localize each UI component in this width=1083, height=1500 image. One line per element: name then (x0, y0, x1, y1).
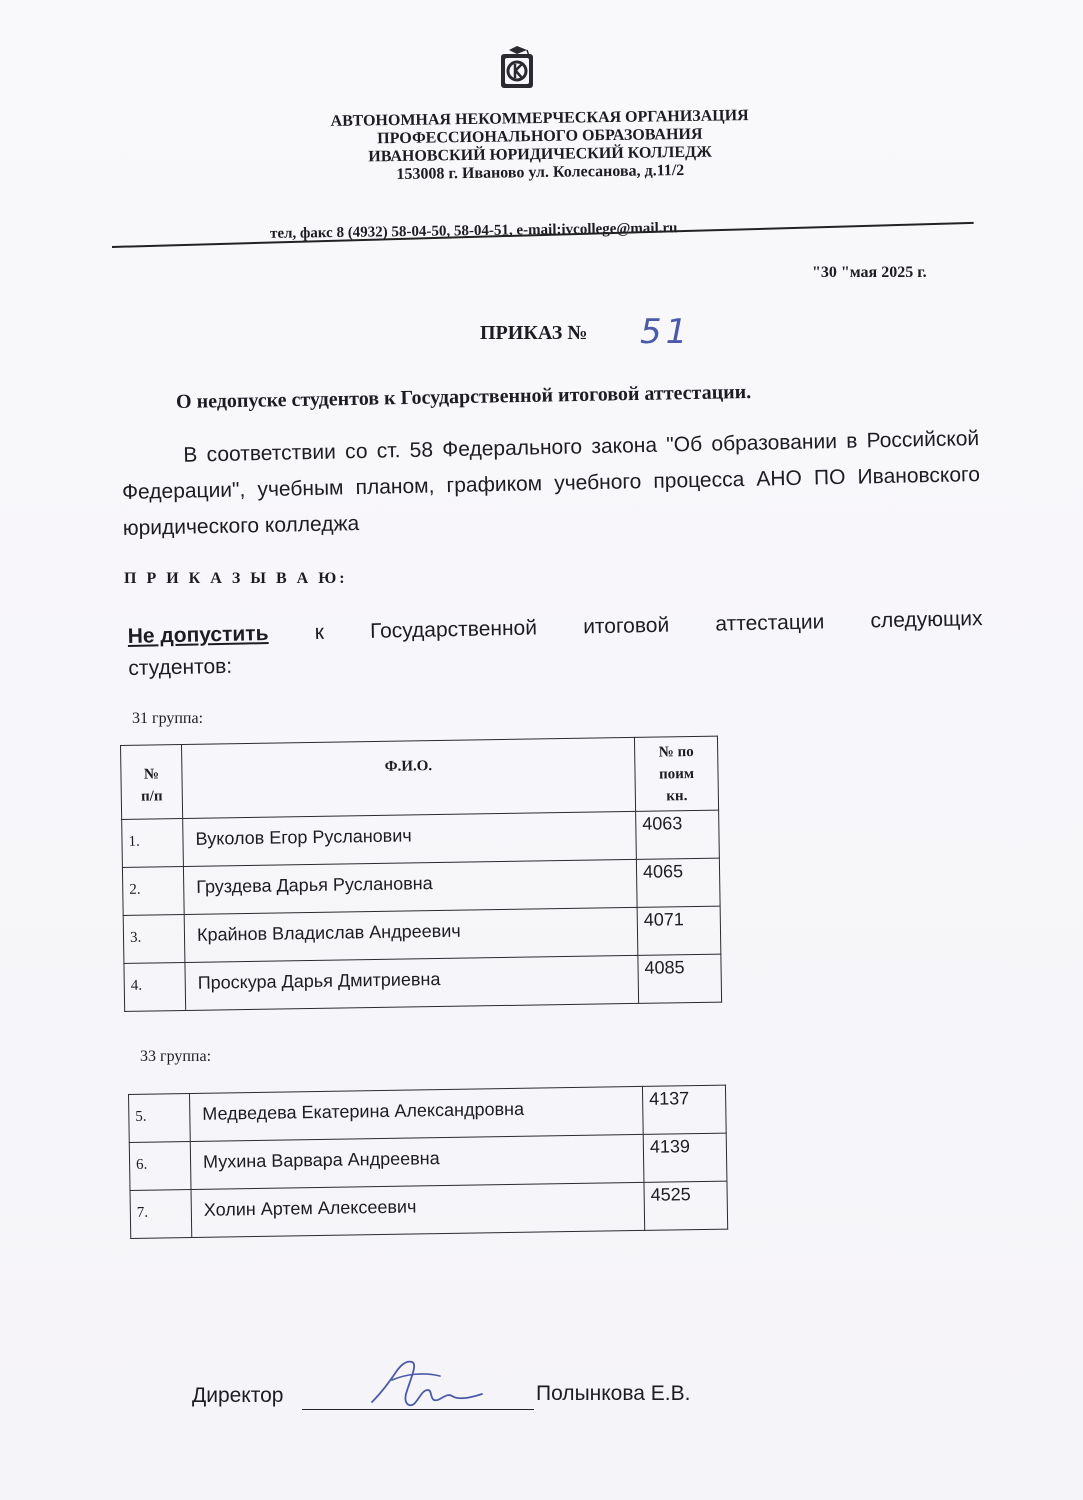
college-emblem-icon (497, 44, 537, 90)
ordering-heading: П Р И К А З Ы В А Ю: (124, 570, 348, 587)
row-num: 2. (122, 867, 184, 916)
column-header-book-line: кн. (666, 788, 688, 805)
column-header-num (121, 745, 183, 820)
row-book: 4137 (642, 1085, 726, 1134)
directive-word: аттестации (715, 610, 825, 636)
row-num: 4. (124, 963, 186, 1012)
column-header-num-line: № (143, 766, 160, 783)
organization-header (240, 106, 841, 186)
row-name: Холин Артем Алексеевич (191, 1182, 645, 1237)
row-book: 4525 (644, 1181, 728, 1230)
row-name: Крайнов Владислав Андреевич (184, 907, 638, 962)
group-label: 33 группа: (140, 1048, 212, 1065)
director-name: Полынкова Е.В. (536, 1382, 691, 1405)
column-header-book-line: поим (658, 765, 695, 783)
group-label: 31 группа: (132, 710, 204, 727)
document-date: "30 "мая 2025 г. (812, 264, 927, 281)
directive-word: итоговой (582, 613, 670, 639)
directive-lead: Не допустить (127, 622, 269, 648)
order-number-handwritten: 51 (640, 312, 692, 352)
signature-position: Директор (192, 1384, 284, 1407)
row-name: Мухина Варвара Андреевна (190, 1134, 644, 1189)
order-preamble: В соответствии со ст. 58 Федерального закона "Об образовании в Российской Федерации", учебным планом, графиком учебного процесса АНО ПО Ивановского юридического колледжа (121, 427, 981, 540)
column-header-book-line: № по (658, 743, 694, 761)
table-row (124, 954, 722, 1011)
row-book: 4085 (638, 954, 722, 1003)
org-address: 153008 г. Иваново ул. Колесанова, д.11/2 (396, 161, 685, 184)
row-book: 4071 (637, 906, 721, 955)
row-name: Медведева Екатерина Александровна (190, 1086, 644, 1141)
row-book: 4065 (636, 858, 720, 907)
students-table-group-31 (120, 736, 722, 1012)
org-line: ПРОФЕССИОНАЛЬНОГО ОБРАЗОВАНИЯ (377, 125, 703, 148)
students-table-group-33 (128, 1085, 728, 1239)
row-num: 7. (130, 1190, 192, 1239)
order-subject: О недопуске студентов к Государственной итоговой аттестации. (175, 380, 752, 414)
column-header-book (634, 736, 718, 811)
org-line: ИВАНОВСКИЙ ЮРИДИЧЕСКИЙ КОЛЛЕДЖ (368, 143, 713, 166)
row-book: 4139 (643, 1133, 727, 1182)
column-header-num-line: п/п (140, 788, 163, 805)
org-line: АВТОНОМНАЯ НЕКОММЕРЧЕСКАЯ ОРГАНИЗАЦИЯ (330, 107, 749, 130)
row-name: Груздева Дарья Руслановна (183, 859, 637, 914)
row-book: 4063 (636, 810, 720, 859)
row-num: 5. (129, 1094, 191, 1143)
row-num: 6. (129, 1142, 191, 1191)
directive-paragraph (127, 603, 983, 685)
row-name: Вуколов Егор Русланович (183, 811, 637, 866)
order-title: ПРИКАЗ № (480, 322, 588, 344)
row-num: 1. (122, 819, 184, 868)
directive-line: студентов: (128, 654, 233, 680)
row-num: 3. (123, 915, 185, 964)
row-name: Проскура Дарья Дмитриевна (185, 955, 639, 1010)
directive-word: к (314, 620, 325, 645)
directive-word: Государственной (369, 616, 538, 643)
handwritten-signature (366, 1350, 486, 1420)
directive-word: следующих (870, 607, 983, 633)
column-header-name: Ф.И.О. (182, 737, 636, 818)
org-contacts: тел, факс 8 (4932) 58-04-50, 58-04-51, e-mail:ivcollege@mail.ru (269, 220, 678, 242)
table-header-row (121, 736, 719, 819)
table-row (130, 1181, 728, 1238)
